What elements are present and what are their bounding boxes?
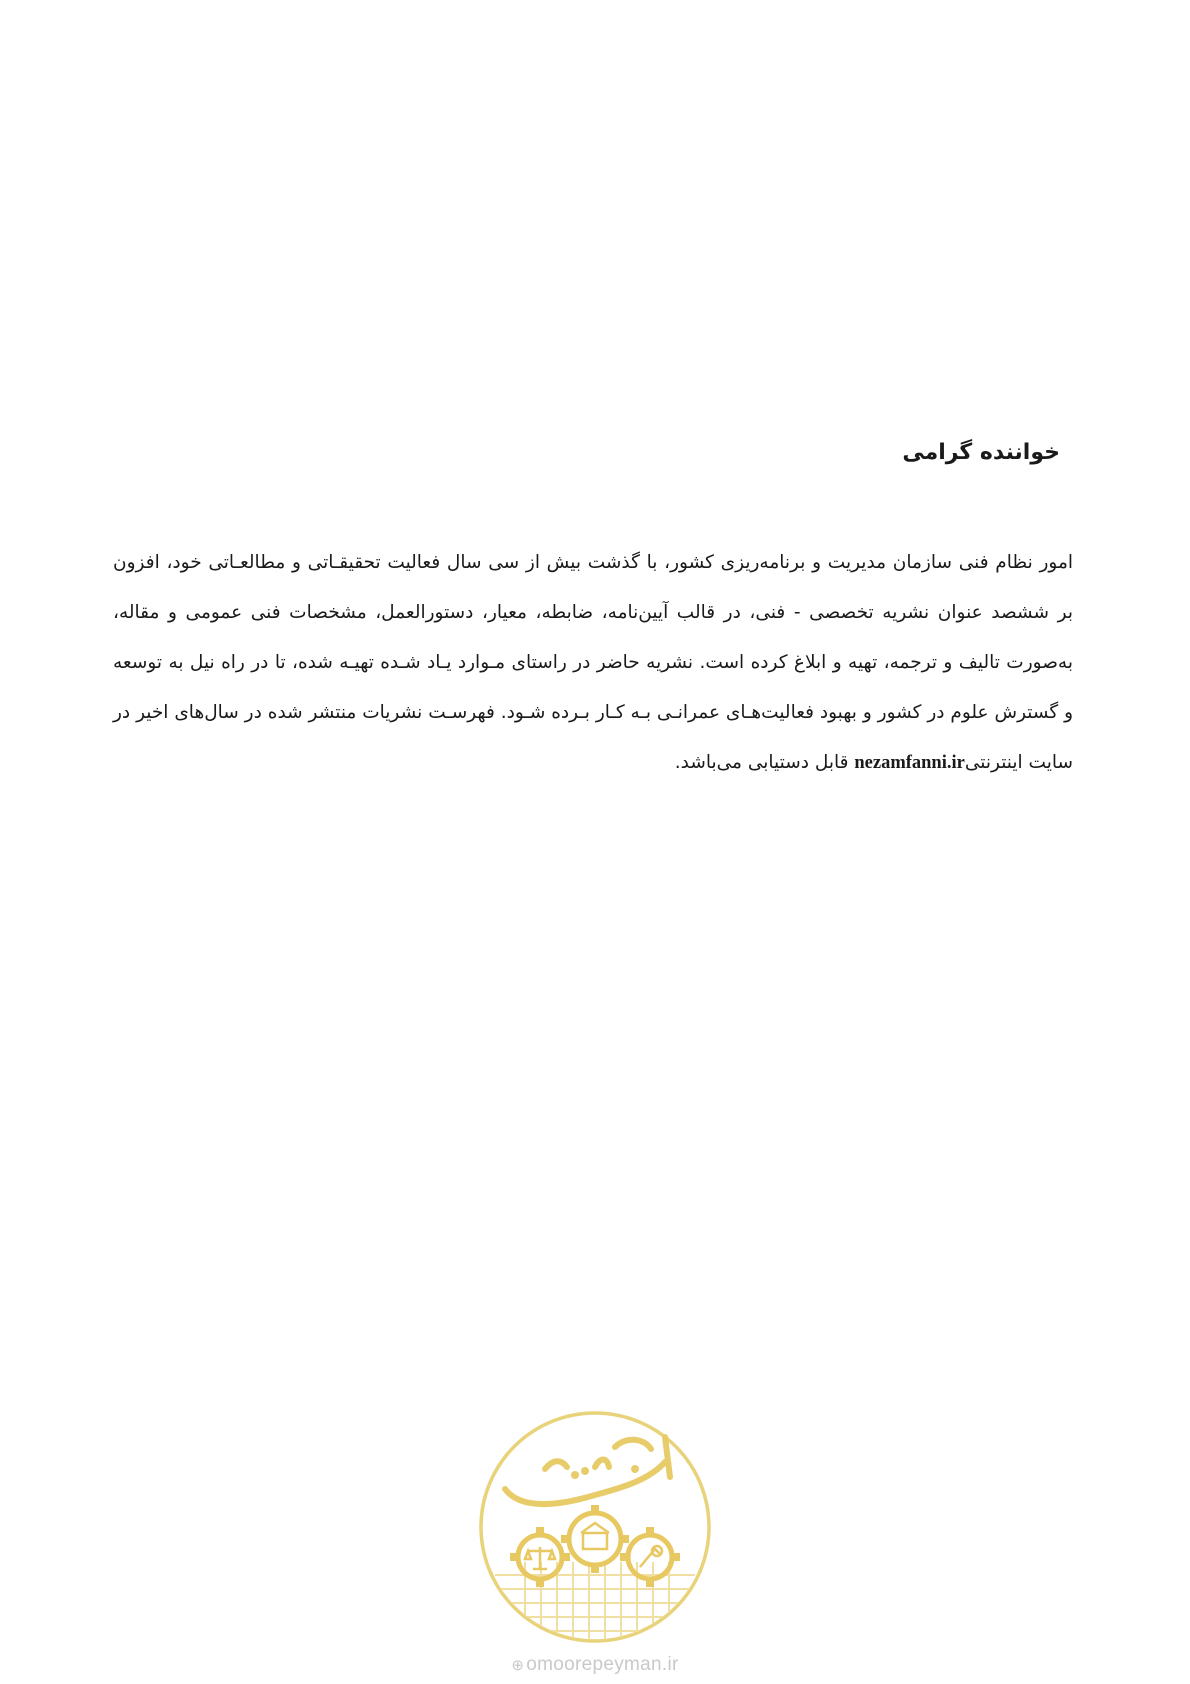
watermark-url: omoorepeyman.ir bbox=[526, 1654, 679, 1675]
watermark-seal-logo bbox=[475, 1407, 715, 1647]
intro-paragraph bbox=[113, 538, 1073, 788]
paragraph-text: امور نظام فنی سازمان مدیریت و برنامه‌ریزی کشور، با گذشت بیش از سی سال فعالیت تحقیقـاتی و مطالعـاتی خود، افزون بر ششصد عنوان نشریه تخصصی - فنی، در قالب آیین‌نامه، ضابطه، معیار، دستورالعمل، مشخصات فنی عمومی و مقاله، به‌صورت تالیف و ترجمه، تهیه و ابلاغ کرده است. نشریه حاضر در راستای مـوارد یـاد شـده تهیـه شده، تا در راه نیل به توسعه و گسترش علوم در کشور و بهبود فعالیت‌هـای عمرانـی بـه کـار بـرده شـود. فهرسـت نشریات منتشر شده در سال‌های اخیر در سایت اینترنتی bbox=[113, 552, 1073, 773]
website-link: nezamfanni.ir bbox=[854, 753, 965, 773]
globe-icon: ⊕ bbox=[511, 1657, 525, 1674]
watermark-caption bbox=[470, 1654, 720, 1676]
paragraph-text-end: قابل دستیابی می‌باشد. bbox=[674, 752, 855, 773]
page-heading: خواننده گرامی bbox=[902, 440, 1060, 465]
